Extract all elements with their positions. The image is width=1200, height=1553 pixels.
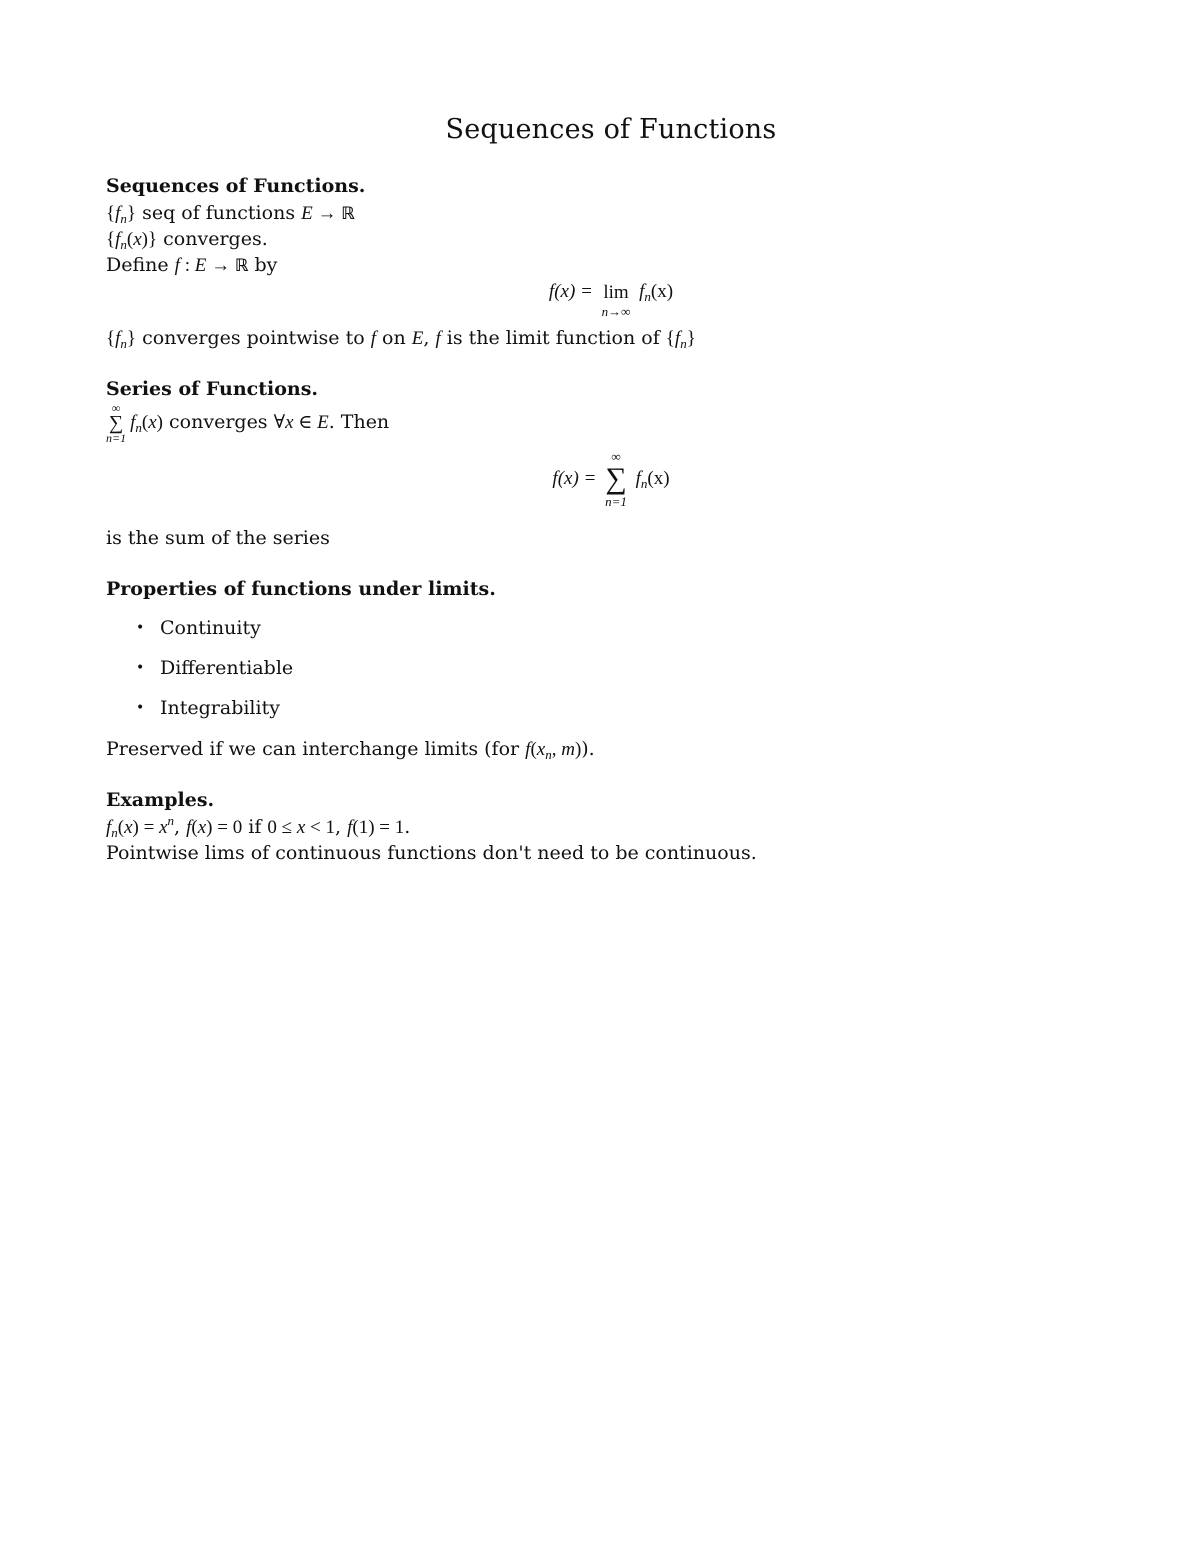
list-item: • Differentiable: [106, 654, 293, 694]
series-lhs: f(x) =: [552, 468, 597, 489]
math-f-e-to-r: f : E → ℝ: [174, 255, 249, 276]
limit-subscript: n→∞: [601, 304, 631, 319]
properties-note: Preserved if we can interchange limits (for $f(x_n$, m)).: [106, 738, 595, 762]
text-converges: converges.: [157, 228, 268, 250]
math-fn-x-set: $\{f_n(x)\}$: [106, 229, 158, 252]
bullet-icon: •: [136, 660, 145, 676]
section-heading-examples: Examples.: [106, 789, 215, 811]
math-e-to-r: E → ℝ: [301, 203, 355, 224]
list-item: • Continuity: [106, 614, 293, 654]
limit-lhs: f(x) =: [548, 281, 593, 302]
examples-line-1: $f_n(x) = x^n$, f(x) = 0 if 0 ≤ x < 1, f(1) = 1.: [106, 813, 411, 840]
document-title: Sequences of Functions: [445, 114, 777, 145]
section-heading-sequences: Sequences of Functions.: [106, 175, 366, 197]
sequences-line-2: [106, 226, 268, 253]
document-page: [106, 0, 1096, 1553]
limit-rhs: $f_n(x)$: [639, 281, 674, 304]
examples-line-2: Pointwise lims of continuous functions don't need to be continuous.: [106, 842, 757, 864]
properties-list: [106, 614, 293, 734]
section-heading-series: Series of Functions.: [106, 378, 319, 400]
bullet-icon: •: [136, 620, 145, 636]
sequences-line-1: [106, 200, 355, 227]
text-define: Define: [106, 254, 175, 276]
sum-operator: ∞ ∑ n=1: [605, 449, 627, 509]
bullet-icon: •: [136, 700, 145, 716]
limit-op-text: lim: [603, 282, 629, 303]
series-line-1: ∞ ∑ n=1 $f_n(x)$ converges ∀x ∈ E. Then: [106, 401, 390, 445]
sequences-line-3: [106, 252, 277, 279]
sequences-conclusion: $\{f_n\}$ converges pointwise to f on E, f is the limit function of $\{f_n\}$: [106, 327, 696, 351]
display-limit-equation: [106, 281, 1116, 319]
text-by: by: [248, 254, 278, 276]
math-fn-set: $\{f_n\}$: [106, 203, 137, 226]
text-seq-of-functions: seq of functions: [136, 202, 302, 224]
inline-sum-symbol: ∞ ∑ n=1: [106, 401, 127, 445]
display-series-equation: [106, 449, 1116, 509]
list-item: • Integrability: [106, 694, 293, 734]
section-heading-properties: Properties of functions under limits.: [106, 578, 496, 600]
series-conclusion: is the sum of the series: [106, 527, 330, 549]
limit-operator: [602, 281, 631, 319]
series-rhs: $f_n(x)$: [635, 468, 670, 491]
